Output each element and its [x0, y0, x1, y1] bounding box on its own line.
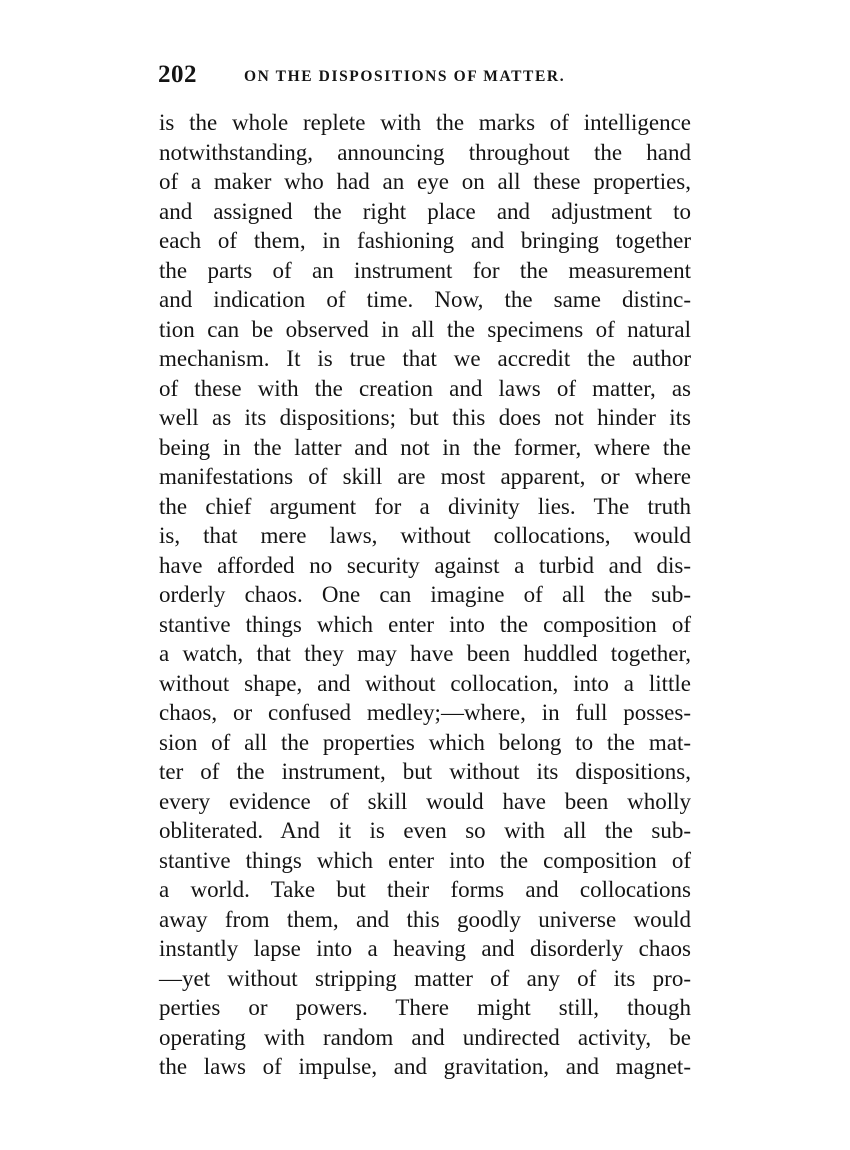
text-line: stantive things which enter into the composition of	[159, 611, 691, 637]
text-line: ter of the instrument, but without its dispositions,	[159, 759, 691, 784]
text-line: chaos, or confused medley;—where, in full posses-	[159, 700, 691, 725]
text-line: the chief argument for a divinity lies. The truth	[159, 493, 691, 519]
text-line: of these with the creation and laws of matter, as	[159, 375, 691, 401]
text-line: tion can be observed in all the specimens of natural	[159, 316, 691, 342]
body-text	[159, 108, 691, 1082]
text-line: mechanism. It is true that we accredit the author	[159, 346, 691, 371]
text-line: a world. Take but their forms and collocations	[159, 877, 691, 902]
text-line: obliterated. And it is even so with all the sub-	[159, 818, 691, 843]
page-number: 202	[158, 61, 197, 88]
text-line: notwithstanding, announcing throughout the hand	[159, 139, 691, 165]
text-line: being in the latter and not in the former, where the	[159, 434, 691, 460]
text-line: perties or powers. There might still, though	[159, 995, 691, 1020]
text-line: each of them, in fashioning and bringing together	[159, 228, 691, 253]
text-line: instantly lapse into a heaving and disorderly chaos	[159, 936, 691, 961]
text-line: of a maker who had an eye on all these properties,	[159, 169, 691, 194]
running-head	[158, 58, 698, 92]
text-line: is the whole replete with the marks of intelligence	[159, 110, 691, 135]
running-title: ON THE DISPOSITIONS OF MATTER.	[244, 68, 566, 85]
text-line: well as its dispositions; but this does not hinder its	[159, 405, 691, 430]
text-line: without shape, and without collocation, into a little	[159, 670, 691, 696]
text-line: sion of all the properties which belong to the mat-	[159, 729, 691, 755]
text-line: manifestations of skill are most apparent, or where	[159, 464, 691, 489]
text-line: stantive things which enter into the composition of	[159, 847, 691, 873]
text-line: away from them, and this goodly universe would	[159, 906, 691, 932]
text-line: and assigned the right place and adjustment to	[159, 198, 691, 224]
text-line: operating with random and undirected activity, be	[159, 1024, 691, 1050]
text-line: —yet without stripping matter of any of its pro-	[159, 965, 691, 991]
text-line: orderly chaos. One can imagine of all the sub-	[159, 582, 691, 607]
text-line: the laws of impulse, and gravitation, and magnet-	[159, 1054, 691, 1079]
text-line: and indication of time. Now, the same distinc-	[159, 287, 691, 312]
text-line: the parts of an instrument for the measurement	[159, 257, 691, 283]
text-line: a watch, that they may have been huddled together,	[159, 641, 691, 666]
text-line: is, that mere laws, without collocations, would	[159, 523, 691, 548]
text-line: have afforded no security against a turbid and dis-	[159, 552, 691, 578]
text-line: every evidence of skill would have been wholly	[159, 788, 691, 814]
